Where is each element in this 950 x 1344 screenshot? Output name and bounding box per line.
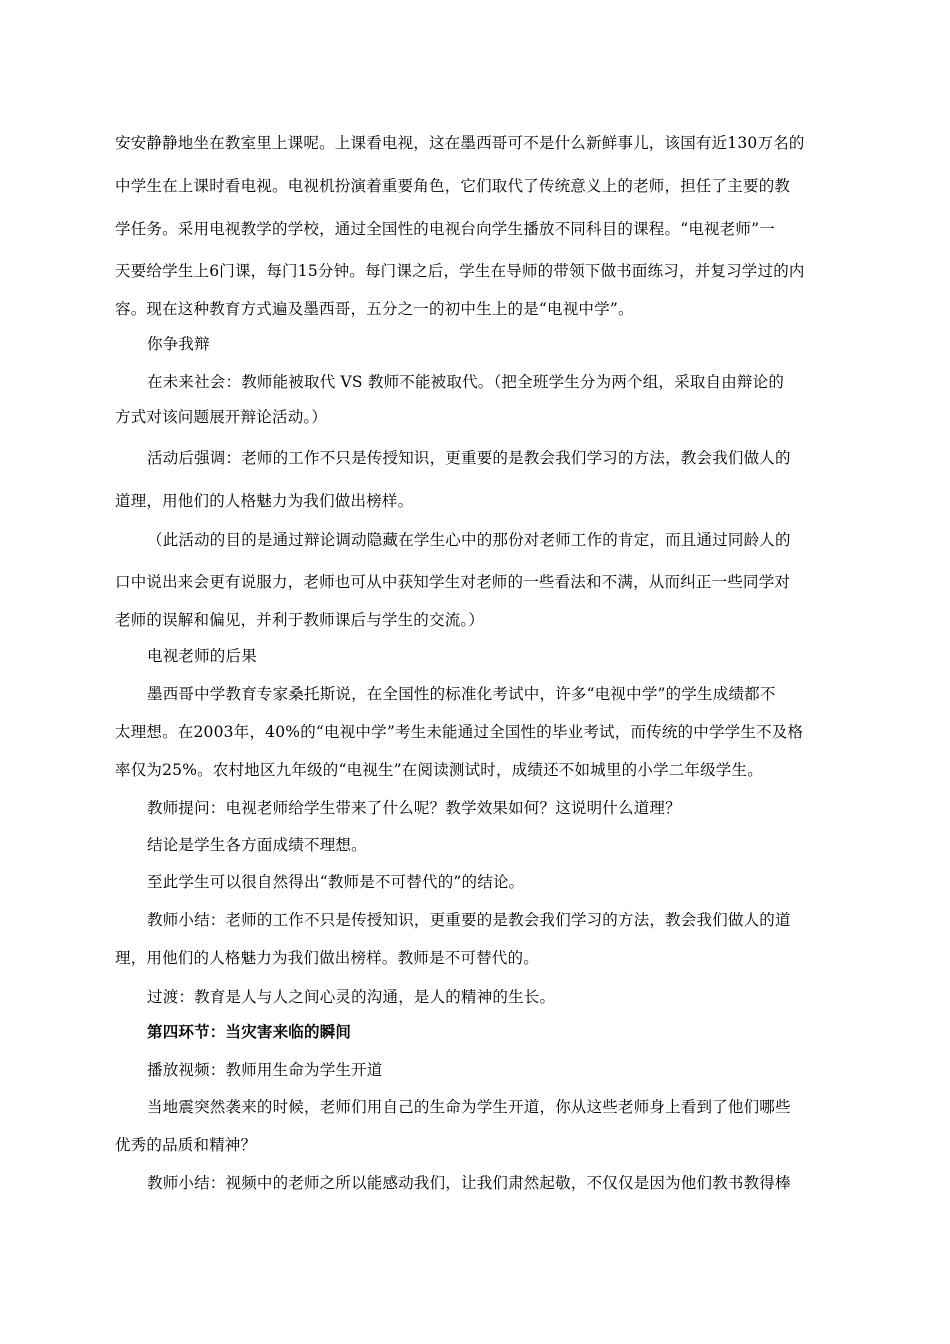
paragraph-line: 至此学生可以很自然得出“教师是不可替代的”的结论。 <box>147 873 525 891</box>
paragraph-line: 教师提问：电视老师给学生带来了什么呢？教学效果如何？这说明什么道理？ <box>147 799 681 817</box>
paragraph-line: 教师小结：老师的工作不只是传授知识，更重要的是教会我们学习的方法，教会我们做人的道 <box>147 911 791 929</box>
section-heading: 你争我辩 <box>147 335 210 353</box>
paragraph-line: 理，用他们的人格魅力为我们做出榜样。教师是不可替代的。 <box>115 949 539 967</box>
paragraph-line: 老师的误解和偏见，并利于教师课后与学生的交流。） <box>115 611 485 629</box>
paragraph-line: 在未来社会：教师能被取代 VS 教师不能被取代。（把全班学生分为两个组，采取自由辩论的 <box>147 373 785 391</box>
paragraph-line: 中学生在上课时看电视。电视机扮演着重要角色，它们取代了传统意义上的老师，担任了主要的教 <box>115 177 791 195</box>
paragraph-line: 安安静静地坐在教室里上课呢。上课看电视，这在墨西哥可不是什么新鲜事儿，该国有近130万名的 <box>115 134 805 152</box>
section-heading: 电视老师的后果 <box>147 647 257 665</box>
paragraph-line: 率仅为25%。农村地区九年级的“电视生”在阅读测试时，成绩还不如城里的小学二年级学生。 <box>115 761 763 779</box>
paragraph-line: 墨西哥中学教育专家桑托斯说，在全国性的标准化考试中，许多“电视中学”的学生成绩都不 <box>147 685 776 703</box>
paragraph-line: 教师小结：视频中的老师之所以能感动我们，让我们肃然起敬，不仅仅是因为他们教书教得棒 <box>147 1174 791 1192</box>
paragraph-line: 口中说出来会更有说服力，老师也可从中获知学生对老师的一些看法和不满，从而纠正一些同学对 <box>115 573 791 591</box>
paragraph-line: 容。现在这种教育方式遍及墨西哥，五分之一的初中生上的是“电视中学”。 <box>115 300 634 318</box>
paragraph-line: 方式对该问题展开辩论活动。） <box>115 408 328 426</box>
paragraph-line: 道理，用他们的人格魅力为我们做出榜样。 <box>115 492 414 510</box>
paragraph-line: （此活动的目的是通过辩论调动隐藏在学生心中的那份对老师工作的肯定，而且通过同龄人的 <box>147 531 791 549</box>
paragraph-line: 学任务。采用电视教学的学校，通过全国性的电视台向学生播放不同科目的课程。“电视老师”一 <box>115 220 775 238</box>
paragraph-line: 过渡：教育是人与人之间心灵的沟通，是人的精神的生长。 <box>147 988 556 1006</box>
paragraph-line: 活动后强调：老师的工作不只是传授知识，更重要的是教会我们学习的方法，教会我们做人的 <box>147 449 791 467</box>
paragraph-line: 播放视频：教师用生命为学生开道 <box>147 1061 383 1079</box>
paragraph-line: 结论是学生各方面成绩不理想。 <box>147 836 367 854</box>
paragraph-line: 太理想。在2003年，40%的“电视中学”考生未能通过全国性的毕业考试，而传统的中学学生不及格 <box>115 723 804 741</box>
paragraph-line: 当地震突然袭来的时候，老师们用自己的生命为学生开道，你从这些老师身上看到了他们哪些 <box>147 1098 791 1116</box>
section-heading-bold: 第四环节：当灾害来临的瞬间 <box>147 1022 352 1041</box>
paragraph-line: 天要给学生上6门课，每门15分钟。每门课之后，学生在导师的带领下做书面练习，并复习学过的内 <box>115 262 805 280</box>
paragraph-line: 优秀的品质和精神？ <box>115 1136 257 1154</box>
